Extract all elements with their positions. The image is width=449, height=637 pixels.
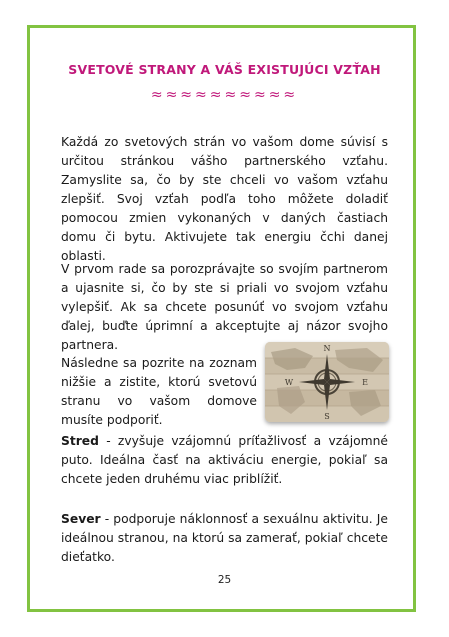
compass-north-label: N xyxy=(323,344,331,353)
paragraph-list-intro: Následne sa pozrite na zoznam nižšie a zistite, ktorú svetovú stranu vo vašom domove musíte podporiť. xyxy=(61,356,257,427)
north-description: - podporuje náklonnosť a sexuálnu aktivitu. Je ideálnou stranou, na ktorú sa zamerať, pokiaľ chcete dieťatko. xyxy=(61,512,388,564)
compass-image xyxy=(265,342,389,422)
ornament-divider: ≈≈≈≈≈≈≈≈≈≈ xyxy=(150,87,299,103)
compass-west-label: W xyxy=(284,378,294,387)
center-description: - zvyšuje vzájomnú príťažlivosť a vzájomné puto. Ideálna časť na aktiváciu energie, pokiaľ sa chcete jeden druhému viac priblížiť. xyxy=(61,434,388,486)
page-heading: SVETOVÉ STRANY A VÁŠ EXISTUJÚCI VZŤAH xyxy=(68,62,381,77)
term-center: Stred xyxy=(61,434,99,448)
paragraph-talk: V prvom rade sa porozprávajte so svojím partnerom a ujasnite si, čo by ste si priali vo svojom vzťahu vylepšiť. Ak sa chcete posunúť vo svojom vzťahu ďalej, buďte úprimní a akceptujte aj názor svojho partnera. xyxy=(61,262,388,352)
compass-south-label: S xyxy=(324,412,330,421)
paragraph-intro: Každá zo svetových strán vo vašom dome súvisí s určitou stránkou vášho partnerského vzťahu. Zamyslite sa, čo by ste chceli vo vašom vzťahu zlepšiť. Svoj vzťah podľa toho môžete doladiť pomocou zmien vykonaných v daných častiach domu či bytu. Aktivujete tak energiu čchi danej oblasti. xyxy=(61,135,388,263)
page-number: 25 xyxy=(217,574,232,586)
compass-east-label: E xyxy=(362,378,368,387)
paragraph-center xyxy=(61,432,388,489)
paragraph-north xyxy=(61,510,388,567)
term-north: Sever xyxy=(61,512,101,526)
